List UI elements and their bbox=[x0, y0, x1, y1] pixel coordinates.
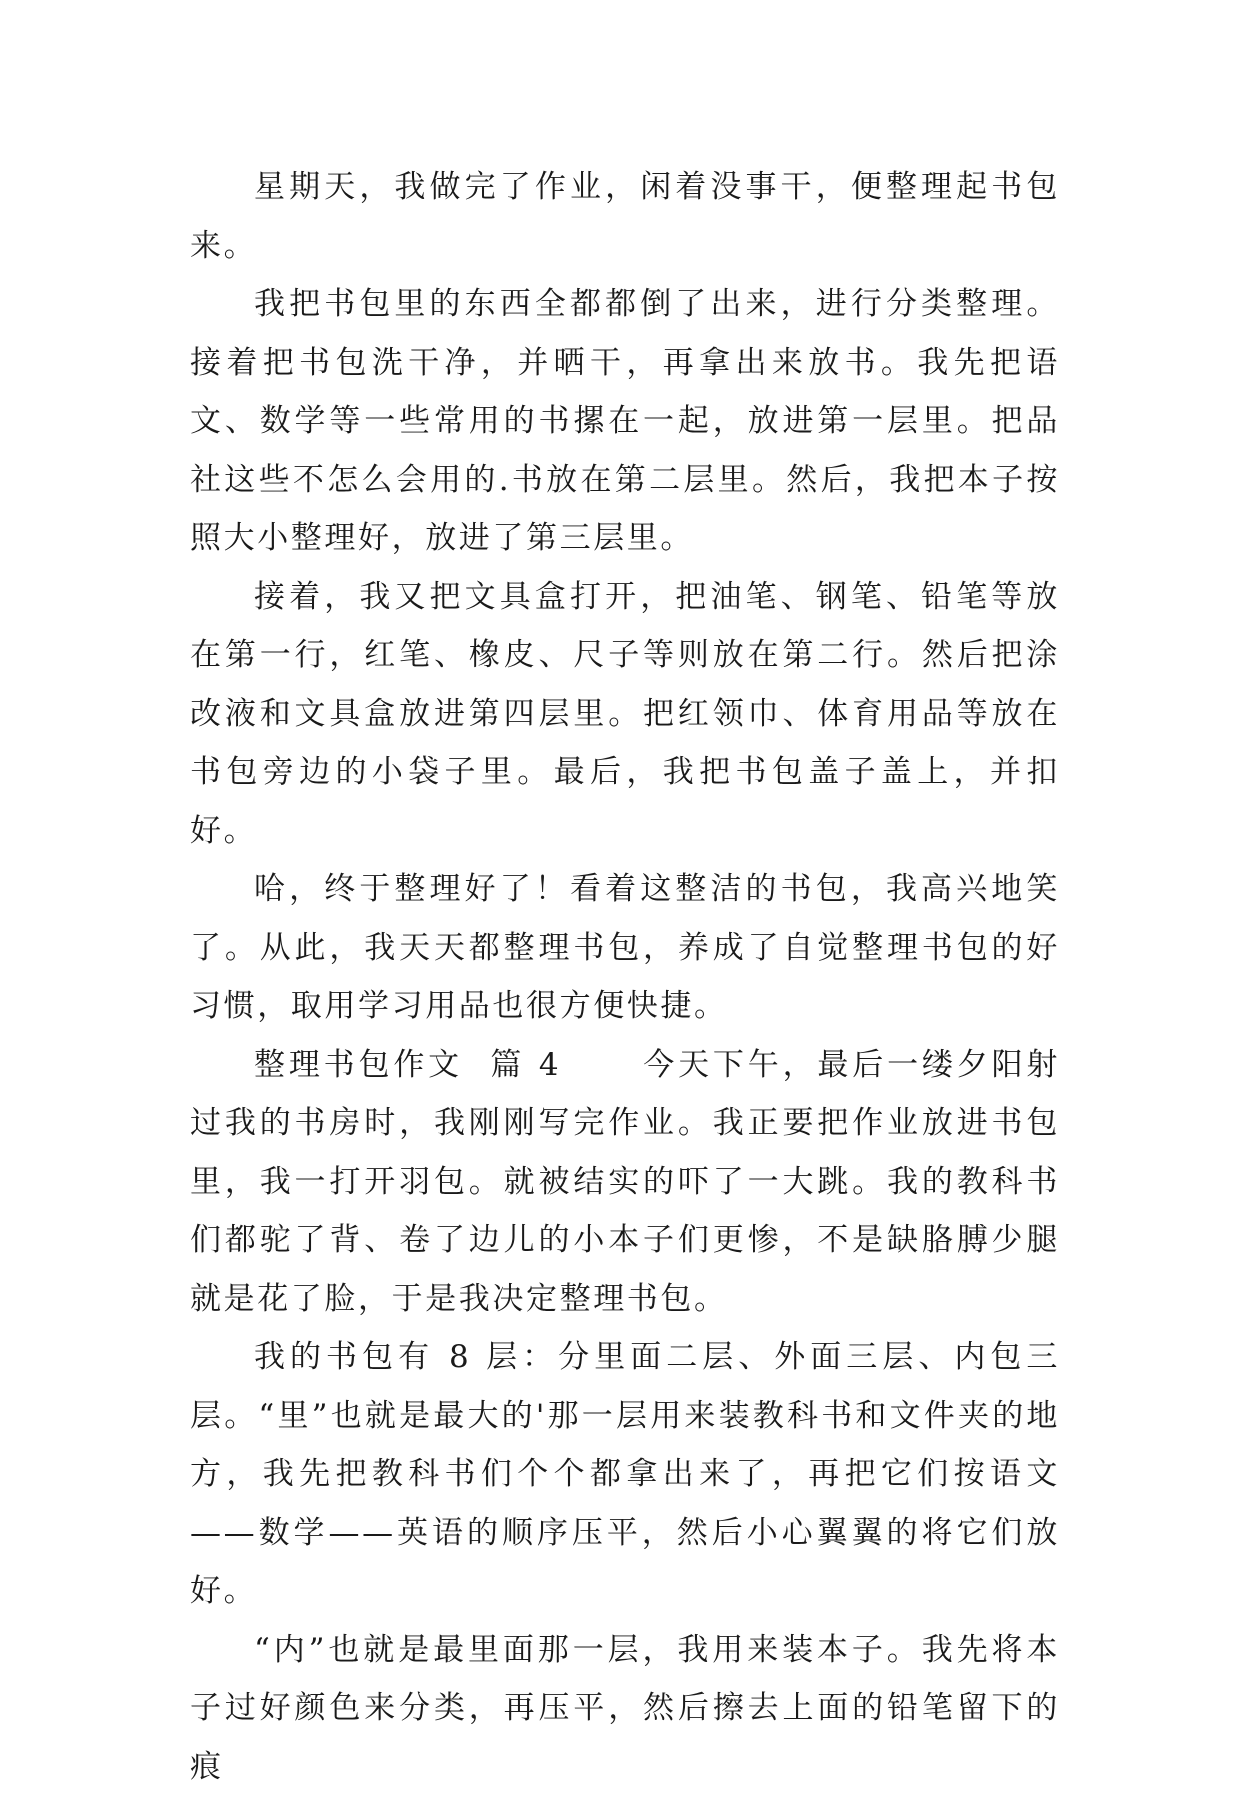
paragraph-3: 接着，我又把文具盒打开，把油笔、钢笔、铅笔等放在第一行，红笔、橡皮、尺子等则放在第二行。然后把涂改液和文具盒放进第四层里。把红领巾、体育用品等放在书包旁边的小袋子里。最后，我把书包盖子盖上，并扣好。 bbox=[190, 568, 1060, 861]
paragraph-6: 我的书包有 8 层：分里面二层、外面三层、内包三层。“里”也就是最大的'那一层用来装教科书和文件夹的地方，我先把教科书们个个都拿出来了，再把它们按语文——数学——英语的顺序压平，然后小心翼翼的将它们放好。 bbox=[190, 1328, 1060, 1621]
document-page bbox=[190, 158, 1060, 1796]
paragraph-1: 星期天，我做完了作业，闲着没事干，便整理起书包来。 bbox=[190, 158, 1060, 275]
paragraph-4: 哈，终于整理好了！看着这整洁的书包，我高兴地笑了。从此，我天天都整理书包，养成了自觉整理书包的好习惯，取用学习用品也很方便快捷。 bbox=[190, 860, 1060, 1036]
paragraph-5: 整理书包作文 篇 4 今天下午，最后一缕夕阳射过我的书房时，我刚刚写完作业。我正要把作业放进书包里，我一打开羽包。就被结实的吓了一大跳。我的教科书们都驼了背、卷了边儿的小本子们更惨，不是缺胳膊少腿就是花了脸，于是我决定整理书包。 bbox=[190, 1036, 1060, 1329]
paragraph-7: “内”也就是最里面那一层，我用来装本子。我先将本子过好颜色来分类，再压平，然后擦去上面的铅笔留下的痕 bbox=[190, 1621, 1060, 1796]
paragraph-2: 我把书包里的东西全都都倒了出来，进行分类整理。接着把书包洗干净，并晒干，再拿出来放书。我先把语文、数学等一些常用的书摞在一起，放进第一层里。把品社这些不怎么会用的.书放在第二层里。然后，我把本子按照大小整理好，放进了第三层里。 bbox=[190, 275, 1060, 568]
